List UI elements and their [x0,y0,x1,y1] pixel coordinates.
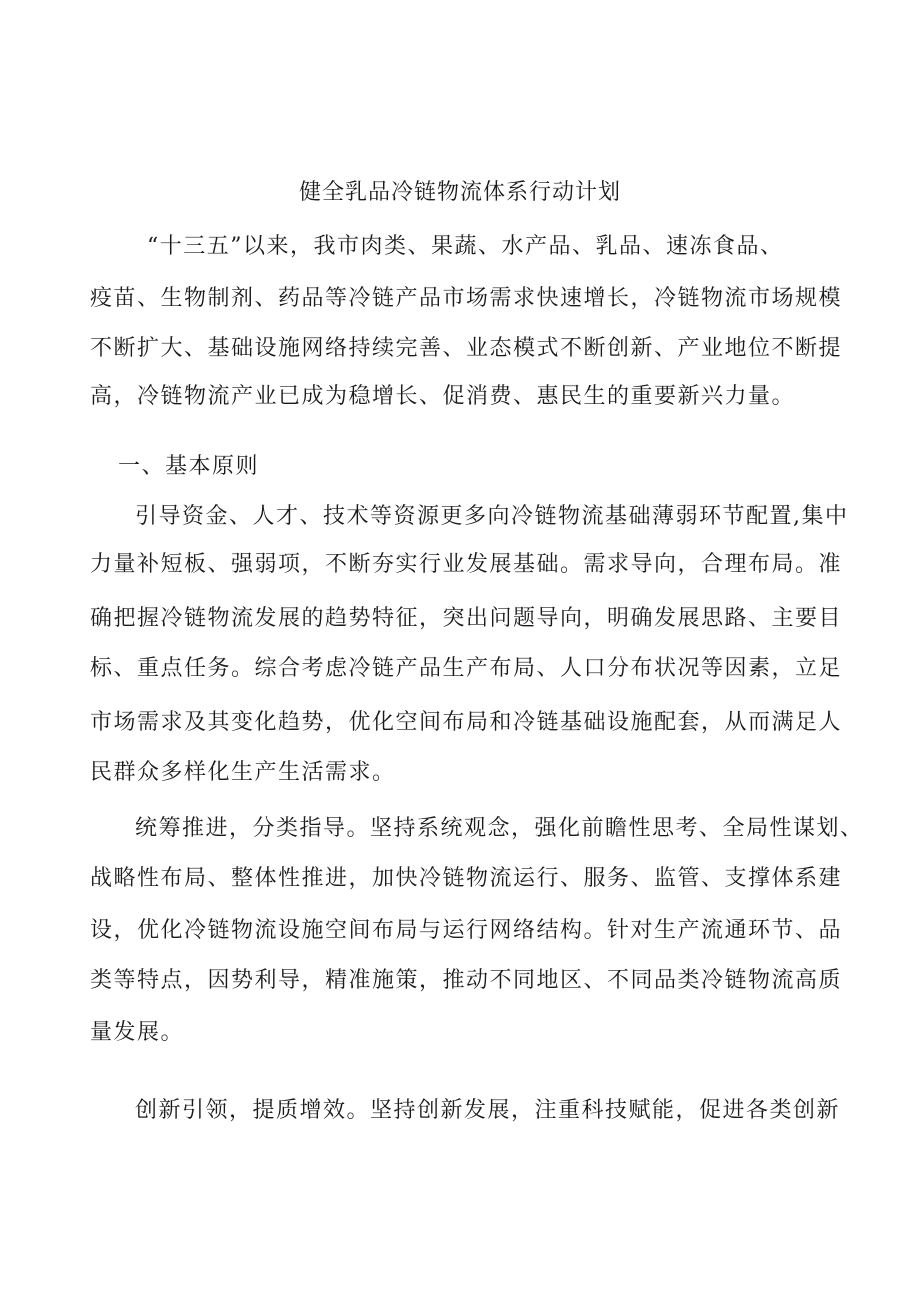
para3-line-1: 创新引领，提质增效。坚持创新发展，注重科技赋能，促进各类创新 [135,1098,841,1123]
para1-line-4: 标、重点任务。综合考虑冷链产品生产布局、人口分布状况等因素，立足 [90,656,843,681]
para1-line-3: 确把握冷链物流发展的趋势特征，突出问题导向，明确发展思路、主要目 [90,606,843,631]
intro-line-4: 高，冷链物流产业已成为稳增长、促消费、惠民生的重要新兴力量。 [90,384,796,409]
section-heading: 一、基本原则 [118,454,260,479]
para2-line-5: 量发展。 [90,1020,185,1045]
intro-line-1: “十三五”以来，我市肉类、果蔬、水产品、乳品、速冻食品、 [147,234,784,259]
para2-line-2: 战略性布局、整体性推进，加快冷链物流运行、服务、监管、支撑体系建 [90,866,843,891]
document-title: 健全乳品冷链物流体系行动计划 [298,180,621,205]
para2-line-1: 统筹推进，分类指导。坚持系统观念，强化前瞻性思考、全局性谋划、 [135,816,864,841]
intro-line-3: 不断扩大、基础设施网络持续完善、业态模式不断创新、产业地位不断提 [90,336,843,361]
para1-line-1: 引导资金、人才、技术等资源更多向冷链物流基础薄弱环节配置,集中 [135,504,849,529]
intro-line-2: 疫苗、生物制剂、药品等冷链产品市场需求快速增长，冷链物流市场规模 [90,286,843,311]
para1-line-5: 市场需求及其变化趋势，优化空间布局和冷链基础设施配套，从而满足人 [90,710,843,735]
para2-line-3: 设，优化冷链物流设施空间布局与运行网络结构。针对生产流通环节、品 [90,918,843,943]
para2-line-4: 类等特点，因势利导，精准施策，推动不同地区、不同品类冷链物流高质 [90,968,843,993]
para1-line-6: 民群众多样化生产生活需求。 [90,760,396,785]
para1-line-2: 力量补短板、强弱项，不断夯实行业发展基础。需求导向，合理布局。准 [90,552,843,577]
